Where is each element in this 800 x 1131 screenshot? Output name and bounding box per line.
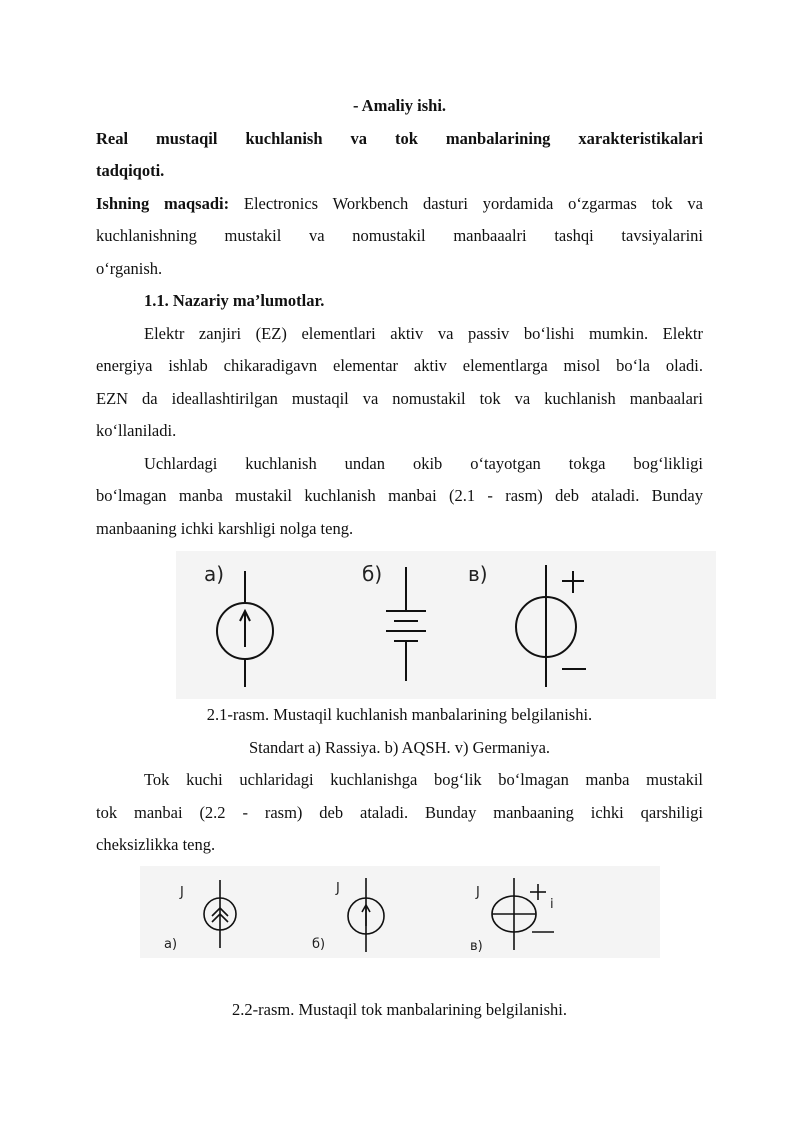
purpose-line-2: kuchlanishning mustakil va nomustakil manbaaalri tashqi tavsiyalarini	[96, 226, 703, 245]
purpose-text-1: Electronics Workbench dasturi yordamida o‘zgarmas tok va	[243, 193, 704, 213]
p2-line-3: manbaaning ichki karshligi nolga teng.	[96, 518, 354, 538]
p1-line-4: ko‘llaniladi.	[96, 421, 177, 440]
fig2-caption: 2.2-rasm. Mustaqil tok manbalarining belgilanishi.	[232, 999, 567, 1019]
document-page	[96, 90, 703, 1026]
purpose-line-3: o‘rganish.	[96, 258, 163, 278]
figure-background	[176, 551, 716, 699]
fig1-label-a: а)	[203, 562, 224, 586]
p3-line-3: cheksizlikka teng.	[96, 835, 216, 854]
p2-line-2: bo‘lmagan manba mustakil kuchlanish manbai (2.1 - rasm) deb ataladi. Bunday	[96, 486, 703, 505]
figure-current-sources	[140, 866, 660, 958]
p1-line-1: Elektr zanjiri (EZ) elementlari aktiv va passiv bo‘lishi mumkin. Elektr	[144, 323, 703, 343]
fig2-j-v: J	[475, 884, 480, 900]
heading: - Amaliy ishi.	[352, 96, 447, 115]
fig2-j-a: J	[179, 884, 184, 900]
spacer	[96, 958, 703, 994]
purpose-label: Ishning maqsadi:	[96, 193, 230, 213]
p1-line-3: EZN da ideallashtirilgan mustaqil va nomustakil tok va kuchlanish manbaalari	[96, 388, 703, 408]
title-line-2: tadqiqoti.	[96, 161, 165, 180]
figure-background	[140, 866, 660, 958]
figure-voltage-sources	[176, 551, 716, 699]
p3-line-1: Tok kuchi uchlaridagi kuchlanishga bog‘lik bo‘lmagan manba mustakil	[144, 770, 703, 789]
p3-line-2: tok manbai (2.2 - rasm) deb ataladi. Bunday manbaaning ichki qarshiligi	[96, 802, 703, 822]
section-title: 1.1. Nazariy ma’lumotlar.	[144, 291, 325, 310]
fig2-label-a: а)	[163, 936, 177, 952]
p2-line-1: Uchlardagi kuchlanish undan okib o‘tayotgan tokga bog‘likligi	[144, 453, 703, 473]
title-line-1: Real mustaqil kuchlanish va tok manbalarining xarakteristikalari	[96, 128, 703, 148]
fig2-label-v: в)	[469, 938, 483, 954]
fig1-caption-2: Standart a) Rassiya. b) AQSH. v) Germaniya.	[248, 737, 551, 757]
fig2-i: i	[549, 896, 554, 912]
fig1-label-v: в)	[467, 562, 488, 586]
purpose-line-1	[96, 188, 703, 221]
fig2-label-b: б)	[311, 936, 325, 952]
fig2-j-b: J	[335, 880, 340, 896]
fig1-label-b: б)	[361, 562, 382, 586]
fig1-caption-1: 2.1-rasm. Mustaqil kuchlanish manbalarining belgilanishi.	[206, 705, 593, 724]
p1-line-2: energiya ishlab chikaradigavn elementar aktiv elementlarga misol bo‘la oladi.	[96, 356, 703, 375]
